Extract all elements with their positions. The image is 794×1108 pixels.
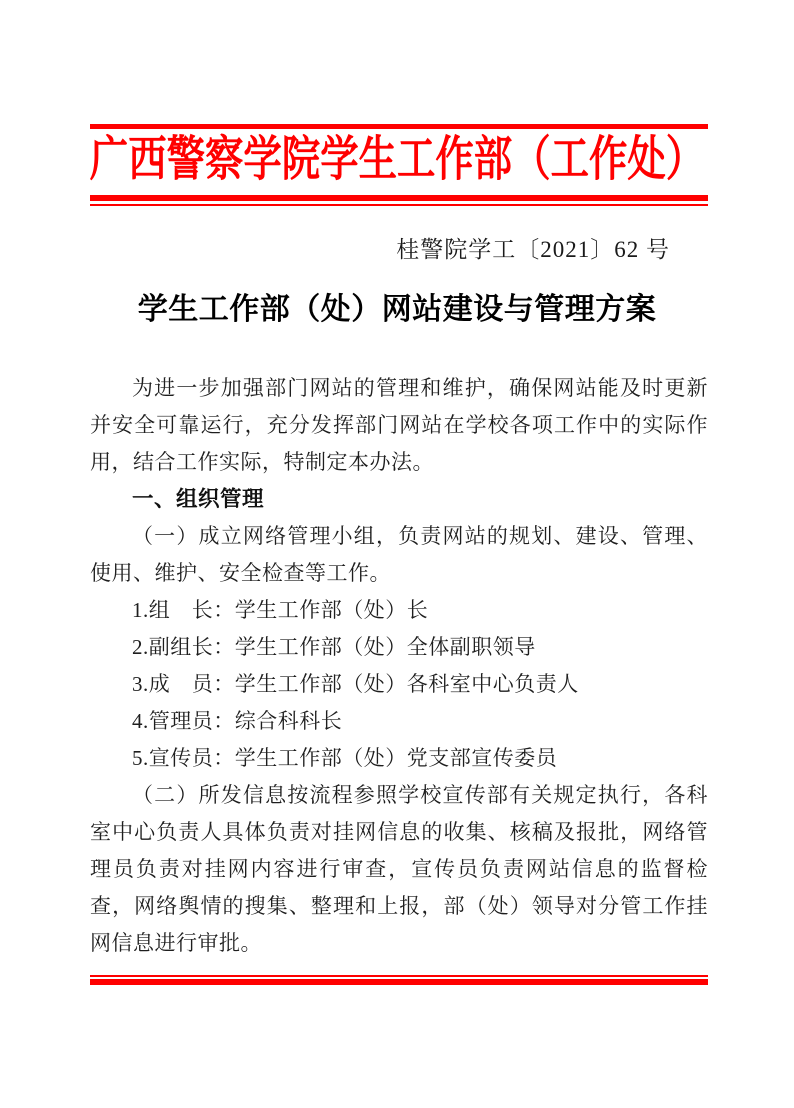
letterhead-org-title: 广西警察学院学生工作部（工作处） [89, 133, 705, 186]
document-number: 桂警院学工〔2021〕62 号 [396, 237, 670, 262]
letterhead-top-rule [90, 124, 708, 129]
letterhead-double-rule-thick [90, 195, 708, 201]
role-item-publicity-officer: 5.宣传员：学生工作部（处）党支部宣传委员 [132, 746, 558, 770]
section1-heading: 一、组织管理 [132, 487, 265, 511]
document-title: 学生工作部（处）网站建设与管理方案 [137, 293, 657, 326]
role-item-leader: 1.组 长：学生工作部（处）长 [132, 598, 429, 622]
intro-paragraph: 为进一步加强部门网站的管理和维护，确保网站能及时更新并安全可靠运行，充分发挥部门网站在学校各项工作中的实际作用，结合工作实际，特制定本办法。 [90, 376, 708, 474]
role-item-deputy-leader: 2.副组长：学生工作部（处）全体副职领导 [132, 635, 536, 659]
section1-clause2: （二）所发信息按流程参照学校宣传部有关规定执行，各科室中心负责人具体负责对挂网信息的收集、核稿及报批，网络管理员负责对挂网内容进行审查，宣传员负责网站信息的监督检查，网络舆情的搜集、整理和上报，部（处）领导对分管工作挂网信息进行审批。 [90, 783, 708, 955]
role-item-members: 3.成 员：学生工作部（处）各科室中心负责人 [132, 672, 579, 696]
document-body [90, 370, 708, 962]
role-item-administrator: 4.管理员：综合科科长 [132, 709, 343, 733]
letterhead-double-rule-thin [90, 204, 708, 206]
section1-clause1: （一）成立网络管理小组，负责网站的规划、建设、管理、使用、维护、安全检查等工作。 [90, 524, 708, 585]
footer-double-rule-thin [90, 975, 708, 977]
footer-double-rule-thick [90, 979, 708, 985]
